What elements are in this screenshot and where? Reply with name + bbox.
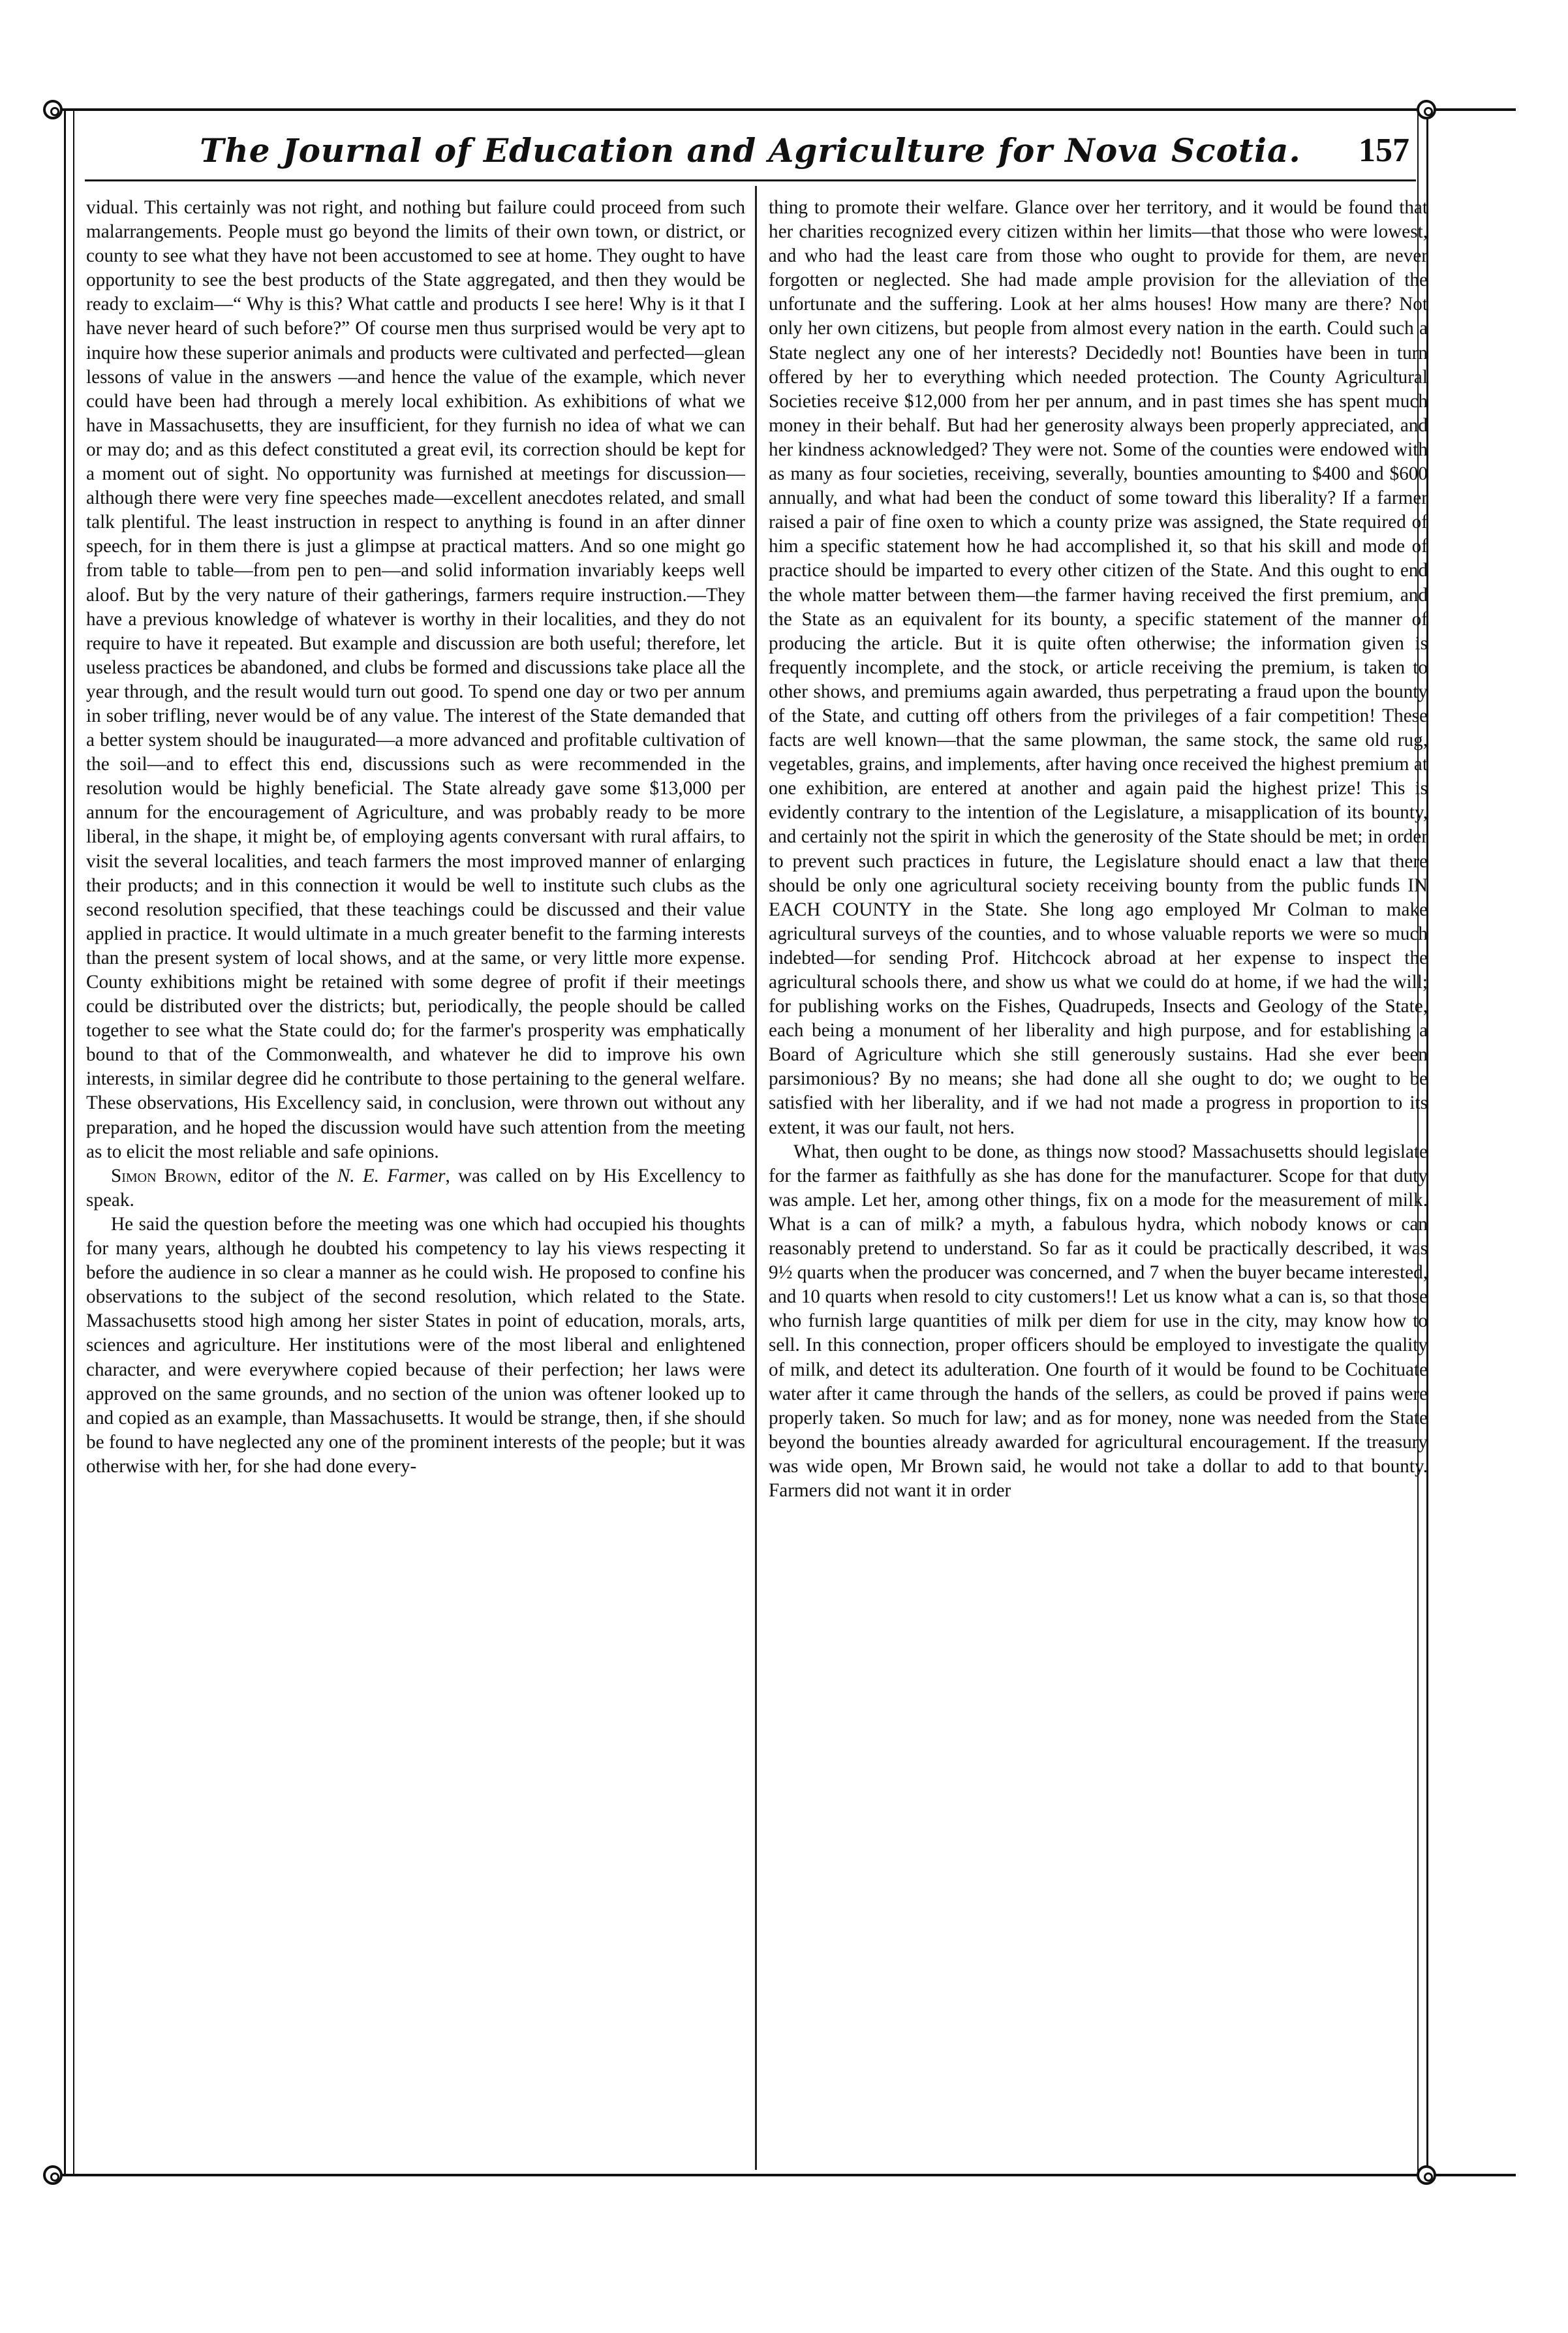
page-number: 157	[1359, 131, 1409, 169]
left-column	[86, 196, 745, 2167]
paragraph-text: , editor of the	[217, 1165, 337, 1186]
newspaper-title: N. E. Farmer	[337, 1165, 446, 1186]
journal-title: The Journal of Education and Agriculture for Nova Scotia.	[200, 131, 1301, 170]
paragraph: What, then ought to be done, as things now stood? Massachusetts should legislate for the farmer as faithfully as she has done for the manufacturer. Scope for that duty was ample. Let her, among other things, fix on a mode for the measurement of milk. What is a can of milk? a myth, a fabulous hydra, which nobody knows or can reasonably pretend to understand. So far as it could be practically described, it was 9½ quarts when the producer was concerned, and 7 when the buyer became interested, and 10 quarts when resold to city customers!! Let us know what a can is, so that those who furnish large quantities of milk per diem for use in the city, may know how to sell. In this connection, proper officers should be employed to investigate the quality of milk, and detect its adulteration. One fourth of it would be found to be Cochituate water after it came through the hands of the sellers, as could be proved if pains were properly taken. So much for law; and as for money, none was needed from the State beyond the bounties already awarded for agricultural encouragement. If the treasury was wide open, Mr Brown said, he would not take a dollar to add to that bounty. Farmers did not want it in order	[769, 1141, 1428, 1501]
right-column	[769, 196, 1428, 2167]
speaker-name: Simon Brown	[111, 1165, 217, 1186]
left-border-rule	[64, 108, 66, 2176]
paragraph: vidual. This certainly was not right, and nothing but failure could proceed from such malarrangements. People must go beyond the limits of their own town, or district, or county to see what they have not been accustomed to see at home. They ought to have opportunity to see the best products of the State aggregated, and then they would be ready to exclaim—“ Why is this? What cattle and products I see here! Why is it that I have never heard of such before?” Of course men thus surprised would be very apt to inquire how these superior animals and products were cultivated and perfected—glean lessons of value in the answers —and hence the value of the example, which never could have been had through a merely local exhibition. As exhibitions of what we have in Massachusetts, they are insufficient, for they furnish no idea of what we can or may do; and as this defect constituted a great evil, its correction should be kept for a moment out of sight. No opportunity was furnished at meetings for discussion—although there were very fine speeches made—excellent anecdotes related, and small talk plentiful. The least instruction in respect to anything is found in an after dinner speech, for in them there is just a glimpse at practical matters. And so one might go from table to table—from pen to pen—and solid information invariably keeps well aloof. But by the very nature of their gatherings, farmers require instruction.—They have a previous knowledge of whatever is worthy in their localities, and they do not require to have it repeated. But example and discussion are both useful; therefore, let useless practices be abandoned, and clubs be formed and discussions take place all the year through, and the result would turn out good. To spend one day or two per annum in sober trifling, never would be of any value. The interest of the State demanded that a better system should be inaugurated—a more advanced and profitable cultivation of the soil—and to effect this end, discussions such as were recommended in the resolution would be highly beneficial. The State already gave some $13,000 per annum for the encouragement of Agriculture, and was probably ready to be more liberal, in the shape, it might be, of employing agents conversant with rural affairs, to visit the several localities, and teach farmers the most improved manner of enlarging their products; and in this connection it would be well to institute such clubs as the second resolution specified, that these teachings could be discussed and their value applied in practice. It would ultimate in a much greater benefit to the farming interests than the present system of local shows, and at the same, or very little more expense. County exhibitions might be retained with some degree of profit if their meetings could be distributed over the districts; but, periodically, the people should be called together to see what the State could do; for the farmer's prosperity was emphatically bound to that of the Commonwealth, and whatever he did to improve his own interests, in similar degree did he contribute to those pertaining to the general welfare. These observations, His Excellency said, in conclusion, were thrown out without any preparation, and he hoped the discussion would have such attention from the meeting as to elicit the most reliable and safe opinions.	[86, 197, 745, 1162]
paragraph: thing to promote their welfare. Glance over her territory, and it would be found that her charities recognized every citizen within her limits—that those who were lowest, and who had the least care from those who ought to provide for them, are never forgotten or neglected. She had made ample provision for the alleviation of the unfortunate and the suffering. Look at her alms houses! How many are there? Not only her own citizens, but people from almost every nation in the earth. Could such a State neglect any one of her interests? Decidedly not! Bounties have been in turn offered by her to everything which needed protection. The County Agricultural Societies receive $12,000 from her per annum, and in past times she has spent much money in their behalf. But had her generosity always been properly appreciated, and her kindness acknowledged? They were not. Some of the counties were endowed with as many as four societies, receiving, severally, bounties amounting to $400 and $600 annually, and what had been the conduct of some toward this liberality? If a farmer raised a pair of fine oxen to which a county prize was assigned, the State required of him a specific statement how he had accomplished it, so that his skill and mode of practice should be imparted to every other citizen of the State. And this ought to end the whole matter between them—the farmer having received the first premium, and the State as an equivalent for its bounty, a specific statement of the manner of producing the article. But it is quite often otherwise; the information given is frequently incomplete, and the stock, or article receiving the premium, is taken to other shows, and premiums again awarded, thus perpetrating a fraud upon the bounty of the State, and cutting off others from the privileges of a fair competition! These facts are well known—that the same plowman, the same stock, the same old rug, vegetables, grains, and implements, after having once received the highest premium at one exhibition, are entered at another and again paid the highest prize! This is evidently contrary to the intention of the Legislature, a misapplication of its bounty, and certainly not the spirit in which the generosity of the State should be met; in order to prevent such practices in future, the Legislature should enact a law that there should be only one agricultural society receiving bounty from the public funds IN EACH COUNTY in the State. She long ago employed Mr Colman to make agricultural surveys of the counties, and to whose valuable reports we were so much indebted—for sending Prof. Hitchcock abroad at her expense to inspect the agricultural schools there, and show us what we could do at home, if we had the will; for publishing works on the Fishes, Quadrupeds, Insects and Geology of the State, each being a monument of her liberality and high purpose, and for establishing a Board of Agriculture which she still generously sustains. Had she ever been parsimonious? By no means; she had done all she ought to do; we ought to be satisfied with her liberality, and if we had not made a progress in proportion to its extent, it was our fault, not hers.	[769, 197, 1428, 1138]
corner-ornament-icon	[43, 2165, 63, 2185]
running-header	[85, 121, 1416, 181]
paragraph	[86, 1164, 745, 1213]
paragraph: He said the question before the meeting was one which had occupied his thoughts for many years, although he doubted his competency to lay his views respecting it before the audience in so clear a manner as he could wish. He proposed to confine his observations to the subject of the second resolution, which related to the State. Massachusetts stood high among her sister States in point of education, morals, arts, sciences and agriculture. Her institutions were of the most liberal and enlightened character, and were everywhere copied because of their perfection; her laws were approved on the same grounds, and no section of the union was oftener looked up to and copied as an example, than Massachusetts. It would be strange, then, if she should be found to have neglected any one of the prominent interests of the people; but it was otherwise with her, for she had done every-	[86, 1213, 745, 1477]
paragraph-text: , was called on by His Excellency to speak.	[86, 1165, 745, 1211]
bottom-border-rule	[52, 2174, 1516, 2176]
top-border-rule	[52, 108, 1516, 111]
corner-ornament-icon	[43, 100, 63, 119]
left-inner-border-rule	[73, 108, 74, 2176]
corner-ornament-icon	[1417, 2165, 1436, 2185]
corner-ornament-icon	[1417, 100, 1436, 119]
column-divider	[755, 186, 757, 2170]
